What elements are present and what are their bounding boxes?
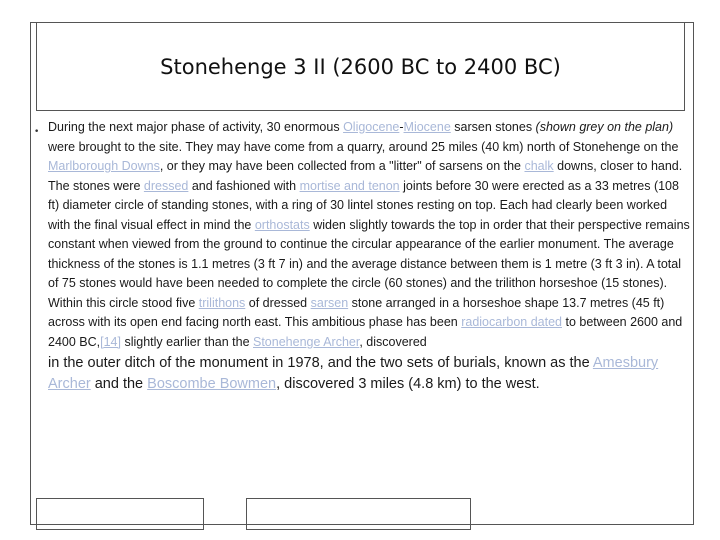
footer-date-placeholder xyxy=(36,498,204,530)
link-mortise-and-tenon[interactable]: mortise and tenon xyxy=(299,178,400,193)
link-trilithons[interactable]: trilithons xyxy=(198,295,246,310)
text-run: in the outer ditch of the monument in 1978, and the two sets of burials, known as the xyxy=(48,354,593,371)
link-radiocarbon-dated[interactable]: radiocarbon dated xyxy=(461,315,562,330)
text-run: and the xyxy=(90,376,148,393)
link-boscombe-bowmen[interactable]: Boscombe Bowmen xyxy=(147,376,277,393)
text-run: widen slightly towards the top in order that their perspective remains constant when viewed from the ground to continue the circular appearance of the earlier monument. The average thickness of the stones is 1.1 metres (3 ft 7 in) and the average distance between them is 1 metre (3 ft 3 in). A total of 75 stones would have been needed to complete the circle (60 stones) and the trilithon horseshoe (15 stones). Within this circle stood five xyxy=(48,217,690,310)
text-run: of dressed xyxy=(245,295,311,310)
text-run: and fashioned with xyxy=(188,178,300,193)
link-amesbury-archer[interactable]: Amesbury Archer xyxy=(48,354,659,393)
footer-text-placeholder xyxy=(246,498,471,530)
text-run: downs, closer to hand. The stones were xyxy=(48,159,683,193)
body-text xyxy=(48,118,690,396)
text-run: , discovered 3 miles (4.8 km) to the west. xyxy=(276,376,540,393)
bullet-marker: • xyxy=(34,127,40,137)
title-placeholder xyxy=(36,22,685,111)
body-paragraph-small xyxy=(48,118,690,353)
link-dressed[interactable]: dressed xyxy=(143,178,189,193)
text-run: , discovered xyxy=(359,335,427,350)
text-run: were brought to the site. They may have come from a quarry, around 25 miles (40 km) north of Stonehenge on the xyxy=(48,139,679,154)
text-run: sarsen stones xyxy=(450,120,536,134)
link-marlborough-downs[interactable]: Marlborough Downs xyxy=(48,159,160,174)
text-run: , or they may have been collected from a "litter" of sarsens on the xyxy=(159,159,525,174)
link-oligocene[interactable]: Oligocene xyxy=(343,120,400,134)
body-paragraph-large xyxy=(48,353,690,396)
link-stonehenge-archer[interactable]: Stonehenge Archer xyxy=(253,335,360,350)
text-run: stone arranged in a horseshoe shape 13.7 metres (45 ft) across with its open end facing north east. This ambitious phase has been xyxy=(48,295,665,330)
italic-text: (shown grey on the plan) xyxy=(535,120,674,134)
text-run: to between 2600 and 2400 BC, xyxy=(48,315,683,350)
text-run: - xyxy=(399,120,404,134)
link-orthostats[interactable]: orthostats xyxy=(254,217,310,232)
link-reference-14[interactable]: [14] xyxy=(100,335,121,350)
text-run: joints before 30 were erected as a 33 metres (108 ft) diameter circle of standing stones, with a ring of 30 lintel stones resting on top. Each had clearly been worked with the final visual effect in mind the xyxy=(48,178,679,232)
link-sarsen[interactable]: sarsen xyxy=(310,295,349,310)
slide-title: Stonehenge 3 II (2600 BC to 2400 BC) xyxy=(160,54,561,79)
text-run: During the next major phase of activity, 30 enormous xyxy=(48,120,344,134)
link-miocene[interactable]: Miocene xyxy=(403,120,451,134)
text-run: slightly earlier than the xyxy=(120,335,253,350)
link-chalk[interactable]: chalk xyxy=(524,159,554,174)
